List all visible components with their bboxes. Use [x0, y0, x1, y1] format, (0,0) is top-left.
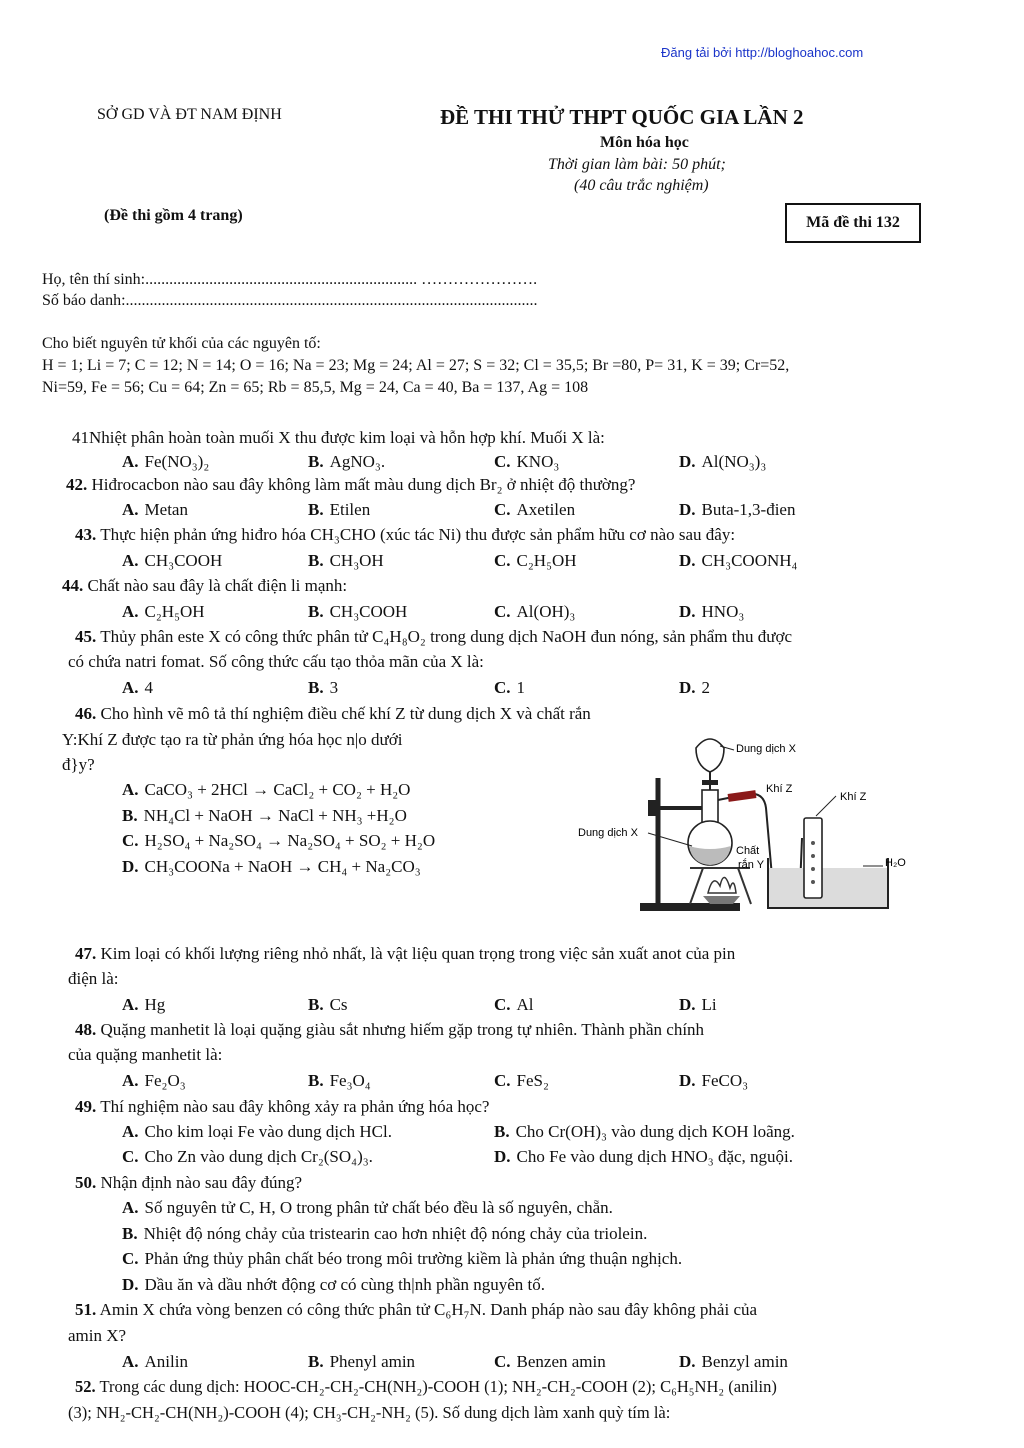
- option-d[interactable]: [679, 678, 710, 698]
- question-45: [75, 627, 792, 647]
- question-52: [75, 1377, 777, 1397]
- option-c[interactable]: [494, 551, 577, 571]
- leader-line: [648, 833, 692, 846]
- option-text: Li: [701, 995, 717, 1014]
- gas-bubble: [811, 854, 815, 858]
- student-id-line: Số báo danh:.......................................................................................................: [42, 292, 538, 309]
- question-number: 42.: [66, 475, 88, 494]
- option-letter: A.: [122, 1071, 139, 1090]
- option-d[interactable]: [122, 1275, 545, 1295]
- exam-code-box: [785, 203, 921, 243]
- option-letter: C.: [494, 995, 511, 1014]
- option-c[interactable]: [122, 831, 435, 851]
- option-text: Số nguyên tử C, H, O trong phân tử chất béo đều là số nguyên, chẵn.: [144, 1198, 613, 1217]
- option-letter: D.: [122, 1275, 139, 1294]
- tripod-leg: [738, 868, 751, 904]
- label-water: H₂O: [885, 857, 906, 869]
- student-name-line: Họ, tên thí sinh:.................................................................... ………………….: [42, 271, 538, 288]
- label-gas-z-tube: Khí Z: [766, 783, 793, 795]
- option-text: NH₄Cl + NaOH → NaCl + NH₃ +H₂O: [143, 806, 407, 825]
- question-number: 43.: [75, 525, 97, 544]
- option-letter: D.: [679, 452, 696, 471]
- option-letter: B.: [308, 1352, 324, 1371]
- option-text: Buta-1,3-đien: [701, 500, 796, 519]
- question-number: 50.: [75, 1173, 97, 1192]
- option-a[interactable]: [122, 1071, 186, 1091]
- question-count: (40 câu trắc nghiệm): [574, 177, 709, 194]
- option-c[interactable]: [494, 995, 534, 1015]
- option-text: Cho Fe vào dung dịch HNO₃ đặc, nguội.: [516, 1147, 794, 1166]
- option-text: Al: [516, 995, 534, 1014]
- page-count: (Đề thi gồm 4 trang): [104, 207, 243, 224]
- option-letter: B.: [308, 551, 324, 570]
- question-50: [75, 1173, 302, 1193]
- option-text: HNO₃: [701, 602, 745, 621]
- gas-bubble: [811, 880, 815, 884]
- option-b[interactable]: [308, 1352, 415, 1372]
- label-solid-y: Chất: [736, 845, 760, 857]
- option-text: FeCO₃: [701, 1071, 749, 1090]
- option-text: Fe₂O₃: [144, 1071, 186, 1090]
- question-text: Chất nào sau đây là chất điện li mạnh:: [87, 576, 348, 595]
- option-text: Phenyl amin: [329, 1352, 416, 1371]
- gas-bubble: [811, 841, 815, 845]
- question-41: [72, 428, 605, 448]
- option-d[interactable]: [679, 551, 797, 571]
- option-text: Cho Zn vào dung dịch Cr₂(SO₄)₃.: [144, 1147, 373, 1166]
- option-text: Cho Cr(OH)₃ vào dung dịch KOH loãng.: [515, 1122, 795, 1141]
- question-text: Thí nghiệm nào sau đây không xảy ra phản ứng hóa học?: [100, 1097, 490, 1116]
- option-text: KNO₃: [516, 452, 560, 471]
- option-letter: C.: [494, 551, 511, 570]
- option-letter: A.: [122, 1122, 139, 1141]
- option-letter: B.: [308, 1071, 324, 1090]
- tripod-leg: [690, 868, 703, 904]
- option-a[interactable]: [122, 1352, 188, 1372]
- option-a[interactable]: [122, 551, 222, 571]
- dropping-funnel: [696, 739, 724, 772]
- question-text: Kim loại có khối lượng riêng nhỏ nhất, là vật liệu quan trọng trong việc sản xuất anot của pin: [100, 944, 736, 963]
- clamp-knob: [648, 800, 658, 816]
- option-text: Etilen: [329, 500, 371, 519]
- question-number: 48.: [75, 1020, 97, 1039]
- option-c[interactable]: [122, 1249, 682, 1269]
- option-letter: B.: [308, 602, 324, 621]
- option-b[interactable]: [122, 806, 407, 826]
- flame-icon: [708, 877, 736, 893]
- option-letter: B.: [308, 500, 324, 519]
- option-c[interactable]: [494, 452, 559, 472]
- burner: [703, 896, 740, 904]
- option-text: Al(NO₃)₃: [701, 452, 767, 471]
- question-46-continued: đ}y?: [62, 755, 95, 774]
- atomic-mass-intro: Cho biết nguyên tử khối của các nguyên tố:: [42, 335, 321, 352]
- option-letter: A.: [122, 1198, 139, 1217]
- question-text: Nhận định nào sau đây đúng?: [100, 1173, 303, 1192]
- option-text: C₂H₅OH: [516, 551, 577, 570]
- option-text: 2: [701, 678, 711, 697]
- option-letter: C.: [494, 602, 511, 621]
- option-letter: B.: [122, 806, 138, 825]
- option-letter: D.: [679, 551, 696, 570]
- option-c[interactable]: [494, 602, 575, 622]
- option-b[interactable]: [308, 1071, 371, 1091]
- question-52-continued: (3); NH₂-CH₂-CH(NH₂)-COOH (4); CH₃-CH₂-NH₂ (5). Số dung dịch làm xanh quỳ tím là:: [68, 1403, 671, 1422]
- water: [769, 868, 887, 907]
- option-letter: A.: [122, 500, 139, 519]
- exam-code: Mã đề thi 132: [806, 214, 900, 231]
- question-47-continued: điện là:: [68, 969, 119, 988]
- question-46: [75, 704, 591, 724]
- option-letter: C.: [122, 1147, 139, 1166]
- option-a[interactable]: [122, 602, 205, 622]
- experiment-diagram: [578, 728, 918, 918]
- question-51: [75, 1300, 757, 1320]
- option-text: CH₃OH: [329, 551, 384, 570]
- option-a[interactable]: [122, 995, 165, 1015]
- exam-title: ĐỀ THI THỬ THPT QUỐC GIA LẦN 2: [440, 105, 804, 129]
- question-45-continued: có chứa natri fomat. Số công thức cấu tạo thỏa mãn của X là:: [68, 652, 484, 671]
- option-text: 1: [516, 678, 526, 697]
- option-text: Fe₃O₄: [329, 1071, 371, 1090]
- option-b[interactable]: [308, 995, 348, 1015]
- option-a[interactable]: [122, 1198, 613, 1218]
- option-c[interactable]: [494, 500, 575, 520]
- option-letter: D.: [494, 1147, 511, 1166]
- leader-line: [816, 796, 836, 816]
- option-letter: C.: [122, 831, 139, 850]
- question-51-continued: amin X?: [68, 1326, 127, 1345]
- subject: Môn hóa học: [600, 134, 689, 151]
- option-d[interactable]: [679, 1071, 748, 1091]
- option-text: CaCO₃ + 2HCl → CaCl₂ + CO₂ + H₂O: [144, 780, 411, 799]
- option-b[interactable]: [308, 500, 370, 520]
- atomic-mass-line-1: H = 1; Li = 7; C = 12; N = 14; O = 16; Na = 23; Mg = 24; Al = 27; S = 32; Cl = 35,5; Br =80, P= 31, K = 39; Cr=52,: [42, 357, 790, 374]
- stand-base: [640, 903, 740, 911]
- option-letter: A.: [122, 995, 139, 1014]
- option-letter: D.: [679, 995, 696, 1014]
- option-text: CH₃COOH: [144, 551, 223, 570]
- option-b[interactable]: [308, 452, 385, 472]
- question-43: [75, 525, 735, 545]
- stopcock: [702, 780, 718, 785]
- option-text: CH₃COONH₄: [701, 551, 798, 570]
- option-text: Metan: [144, 500, 188, 519]
- option-letter: C.: [494, 500, 511, 519]
- option-letter: B.: [308, 995, 324, 1014]
- option-a[interactable]: [122, 500, 188, 520]
- option-letter: A.: [122, 678, 139, 697]
- option-letter: B.: [494, 1122, 510, 1141]
- option-letter: D.: [679, 678, 696, 697]
- question-48: [75, 1020, 704, 1040]
- rubber-joint: [728, 790, 757, 802]
- option-d[interactable]: [679, 1352, 788, 1372]
- question-49: [75, 1097, 489, 1117]
- option-text: Benzen amin: [516, 1352, 606, 1371]
- gas-bubble: [811, 867, 815, 871]
- option-letter: A.: [122, 452, 139, 471]
- option-text: Axetilen: [516, 500, 576, 519]
- question-text: Nhiệt phân hoàn toàn muối X thu được kim loại và hỗn hợp khí. Muối X là:: [89, 428, 605, 447]
- option-letter: D.: [679, 1071, 696, 1090]
- option-a[interactable]: [122, 452, 209, 472]
- option-c[interactable]: [122, 1147, 373, 1167]
- option-text: Hg: [144, 995, 166, 1014]
- option-letter: B.: [308, 452, 324, 471]
- question-47: [75, 944, 735, 964]
- option-text: 4: [144, 678, 154, 697]
- question-number: 49.: [75, 1097, 97, 1116]
- option-b[interactable]: [308, 602, 407, 622]
- label-solution-x-left: Dung dịch X: [578, 827, 638, 839]
- option-text: C₂H₅OH: [144, 602, 205, 621]
- option-text: Cho kim loại Fe vào dung dịch HCl.: [144, 1122, 392, 1141]
- option-b[interactable]: [494, 1122, 795, 1142]
- option-text: AgNO₃.: [329, 452, 386, 471]
- option-letter: C.: [494, 452, 511, 471]
- option-text: FeS₂: [516, 1071, 549, 1090]
- option-a[interactable]: [122, 1122, 392, 1142]
- option-letter: A.: [122, 602, 139, 621]
- option-d[interactable]: [679, 602, 744, 622]
- option-d[interactable]: [679, 500, 795, 520]
- question-text: Hiđrocacbon nào sau đây không làm mất màu dung dịch Br₂ ở nhiệt độ thường?: [91, 475, 636, 494]
- option-a[interactable]: [122, 678, 153, 698]
- option-letter: C.: [494, 1071, 511, 1090]
- option-text: Fe(NO₃)₂: [144, 452, 210, 471]
- option-d[interactable]: [494, 1147, 793, 1167]
- option-text: Nhiệt độ nóng chảy của tristearin cao hơn nhiệt độ nóng chảy của triolein.: [143, 1224, 648, 1243]
- question-text: Quặng manhetit là loại quặng giàu sắt nhưng hiếm gặp trong tự nhiên. Thành phần chính: [100, 1020, 705, 1039]
- question-text: Thủy phân este X có công thức phân tử C₄H₈O₂ trong dung dịch NaOH đun nóng, sản phẩm thu được: [100, 627, 792, 646]
- option-c[interactable]: [494, 1071, 549, 1091]
- department: SỞ GD VÀ ĐT NAM ĐỊNH: [97, 106, 282, 123]
- question-number: 52.: [75, 1377, 96, 1396]
- option-text: 3: [329, 678, 339, 697]
- option-text: Anilin: [144, 1352, 188, 1371]
- question-44: [62, 576, 347, 596]
- time-limit: Thời gian làm bài: 50 phút;: [548, 156, 726, 173]
- option-d[interactable]: [122, 857, 421, 877]
- atomic-mass-line-2: Ni=59, Fe = 56; Cu = 64; Zn = 65; Rb = 85,5, Mg = 24, Ca = 40, Ba = 137, Ag = 108: [42, 379, 589, 396]
- option-text: Benzyl amin: [701, 1352, 788, 1371]
- option-text: CH₃COONa + NaOH → CH₄ + Na₂CO₃: [144, 857, 421, 876]
- option-d[interactable]: [679, 452, 766, 472]
- question-48-continued: của quặng manhetit là:: [68, 1045, 223, 1064]
- credit-line: Đăng tải bởi http://bloghoahoc.com: [661, 45, 864, 60]
- option-letter: B.: [122, 1224, 138, 1243]
- option-a[interactable]: [122, 780, 410, 800]
- question-46-continued: Y:Khí Z được tạo ra từ phản ứng hóa học n|o dưới: [62, 730, 403, 749]
- question-number: 47.: [75, 944, 97, 963]
- option-text: CH₃COOH: [329, 602, 408, 621]
- question-number: 41: [72, 428, 89, 447]
- question-text: Cho hình vẽ mô tả thí nghiệm điều chế khí Z từ dung dịch X và chất rắn: [100, 704, 591, 723]
- option-text: H₂SO₄ + Na₂SO₄ → Na₂SO₄ + SO₂ + H₂O: [144, 831, 436, 850]
- option-text: Phản ứng thủy phân chất béo trong môi trường kiềm là phản ứng thuận nghịch.: [144, 1249, 683, 1268]
- option-letter: D.: [679, 602, 696, 621]
- option-b[interactable]: [308, 551, 384, 571]
- option-text: Dầu ăn và dầu nhớt động cơ có cùng th|nh phần nguyên tố.: [144, 1275, 546, 1294]
- option-letter: A.: [122, 551, 139, 570]
- option-text: Cs: [329, 995, 348, 1014]
- question-number: 45.: [75, 627, 97, 646]
- question-text: Amin X chứa vòng benzen có công thức phân tử C₆H₇N. Danh pháp nào sau đây không phải của: [99, 1300, 758, 1319]
- option-letter: D.: [679, 500, 696, 519]
- option-letter: A.: [122, 780, 139, 799]
- option-letter: A.: [122, 1352, 139, 1371]
- label-gas-z-right: Khí Z: [840, 791, 867, 803]
- option-text: Al(OH)₃: [516, 602, 576, 621]
- question-number: 46.: [75, 704, 97, 723]
- option-letter: C.: [494, 678, 511, 697]
- option-letter: B.: [308, 678, 324, 697]
- question-text: Thực hiện phản ứng hiđro hóa CH₃CHO (xúc tác Ni) thu được sản phẩm hữu cơ nào sau đây:: [100, 525, 736, 544]
- question-number: 44.: [62, 576, 84, 595]
- option-c[interactable]: [494, 1352, 606, 1372]
- label-solid-y: rắn Y: [738, 859, 765, 871]
- option-letter: D.: [679, 1352, 696, 1371]
- option-b[interactable]: [308, 678, 338, 698]
- option-b[interactable]: [122, 1224, 647, 1244]
- question-number: 51.: [75, 1300, 97, 1319]
- option-c[interactable]: [494, 678, 525, 698]
- option-letter: C.: [122, 1249, 139, 1268]
- label-solution-x-top: Dung dịch X: [736, 743, 796, 755]
- question-text: Trong các dung dịch: HOOC-CH₂-CH₂-CH(NH₂)-COOH (1); NH₂-CH₂-COOH (2); C₆H₅NH₂ (anilin): [99, 1377, 777, 1396]
- option-letter: C.: [494, 1352, 511, 1371]
- option-d[interactable]: [679, 995, 717, 1015]
- question-42: [66, 475, 635, 495]
- option-letter: D.: [122, 857, 139, 876]
